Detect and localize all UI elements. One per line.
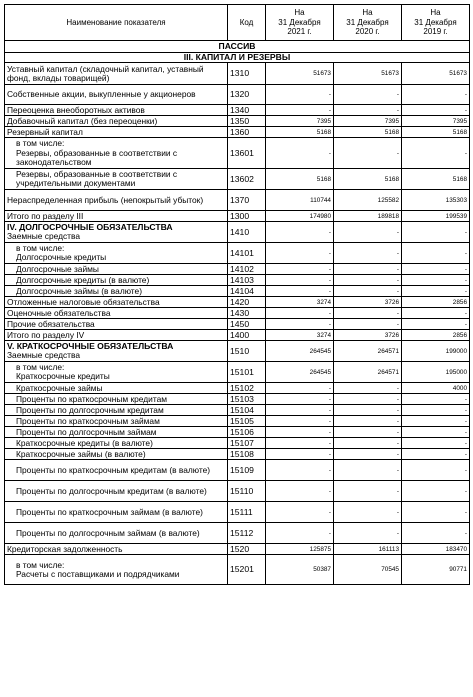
- table-row: [5, 394, 470, 405]
- row-value: -: [266, 319, 334, 330]
- row-name: Проценты по краткосрочным кредитам: [5, 394, 228, 405]
- table-row: [5, 523, 470, 544]
- table-row: [5, 297, 470, 308]
- row-name: Резервы, образованные в соответствии с учредительными документами: [5, 169, 228, 190]
- row-code: 15108: [228, 449, 266, 460]
- table-row: [5, 362, 470, 383]
- row-code: 1370: [228, 190, 266, 211]
- table-row: [5, 427, 470, 438]
- table-row: [5, 264, 470, 275]
- row-code: 14104: [228, 286, 266, 297]
- row-name: Проценты по долгосрочным кредитам: [5, 405, 228, 416]
- row-name: Переоценка внеоборотных активов: [5, 105, 228, 116]
- row-value: -: [266, 264, 334, 275]
- table-row: [5, 286, 470, 297]
- row-code: 1400: [228, 330, 266, 341]
- table-row: [5, 555, 470, 585]
- row-value: -: [266, 460, 334, 481]
- row-value: 2856: [402, 330, 470, 341]
- table-row: [5, 41, 470, 53]
- row-value: -: [334, 222, 402, 243]
- row-code: 1510: [228, 341, 266, 362]
- row-value: -: [266, 523, 334, 544]
- row-value: -: [266, 275, 334, 286]
- row-value: -: [334, 319, 402, 330]
- row-value: -: [266, 243, 334, 264]
- row-name: Долгосрочные займы (в валюте): [5, 286, 228, 297]
- row-code: 1430: [228, 308, 266, 319]
- row-name: Добавочный капитал (без переоценки): [5, 116, 228, 127]
- row-name: Проценты по краткосрочным займам (в валюте): [5, 502, 228, 523]
- header-code: Код: [228, 5, 266, 41]
- row-value: -: [266, 427, 334, 438]
- table-row: [5, 85, 470, 105]
- row-value: -: [402, 319, 470, 330]
- row-value: 51673: [266, 63, 334, 85]
- row-code: 15112: [228, 523, 266, 544]
- table-row: [5, 341, 470, 362]
- table-row: [5, 544, 470, 555]
- table-row: [5, 383, 470, 394]
- row-value: 5168: [266, 169, 334, 190]
- row-code: 15106: [228, 427, 266, 438]
- row-value: -: [266, 286, 334, 297]
- table-row: [5, 222, 470, 243]
- table-row: [5, 138, 470, 169]
- row-name: Резервный капитал: [5, 127, 228, 138]
- row-value: -: [402, 460, 470, 481]
- table-row: [5, 127, 470, 138]
- row-value: -: [334, 105, 402, 116]
- row-value: -: [402, 449, 470, 460]
- section-row-name: IV. ДОЛГОСРОЧНЫЕ ОБЯЗАТЕЛЬСТВА Заемные средства: [5, 222, 228, 243]
- row-value: 51673: [334, 63, 402, 85]
- row-value: -: [266, 222, 334, 243]
- row-value: 4000: [402, 383, 470, 394]
- row-value: -: [402, 264, 470, 275]
- row-value: 2856: [402, 297, 470, 308]
- row-value: -: [402, 427, 470, 438]
- row-value: 110744: [266, 190, 334, 211]
- section-title: ПАССИВ: [5, 41, 470, 53]
- table-row: [5, 63, 470, 85]
- row-value: 135303: [402, 190, 470, 211]
- row-code: 1520: [228, 544, 266, 555]
- header-2019: На 31 Декабря 2019 г.: [402, 5, 470, 41]
- row-value: -: [266, 383, 334, 394]
- row-name: Проценты по краткосрочным кредитам (в валюте): [5, 460, 228, 481]
- row-value: -: [334, 383, 402, 394]
- row-value: -: [266, 105, 334, 116]
- table-row: [5, 308, 470, 319]
- row-value: -: [266, 394, 334, 405]
- row-name: Итого по разделу IV: [5, 330, 228, 341]
- row-code: 13601: [228, 138, 266, 169]
- row-value: -: [402, 222, 470, 243]
- row-value: -: [266, 85, 334, 105]
- row-value: -: [334, 243, 402, 264]
- header-row: [5, 5, 470, 41]
- row-name: Собственные акции, выкупленные у акционеров: [5, 85, 228, 105]
- row-value: 264571: [334, 341, 402, 362]
- table-row: [5, 502, 470, 523]
- row-name: в том числе: Краткосрочные кредиты: [5, 362, 228, 383]
- row-code: 15107: [228, 438, 266, 449]
- row-value: -: [334, 138, 402, 169]
- row-value: 3726: [334, 297, 402, 308]
- row-code: 1300: [228, 211, 266, 222]
- row-value: 7395: [334, 116, 402, 127]
- row-code: 13602: [228, 169, 266, 190]
- row-code: 1450: [228, 319, 266, 330]
- row-name: в том числе: Резервы, образованные в соответствии с законодательством: [5, 138, 228, 169]
- row-value: -: [402, 308, 470, 319]
- row-code: 1350: [228, 116, 266, 127]
- row-value: 5168: [334, 169, 402, 190]
- row-value: -: [334, 460, 402, 481]
- row-value: -: [402, 286, 470, 297]
- row-value: -: [334, 449, 402, 460]
- table-row: [5, 449, 470, 460]
- row-value: -: [334, 502, 402, 523]
- row-value: -: [334, 394, 402, 405]
- row-value: 174980: [266, 211, 334, 222]
- row-name: Долгосрочные кредиты (в валюте): [5, 275, 228, 286]
- balance-table: [4, 4, 470, 585]
- row-value: 161113: [334, 544, 402, 555]
- table-row: [5, 53, 470, 63]
- table-row: [5, 275, 470, 286]
- table-row: [5, 438, 470, 449]
- table-row: [5, 105, 470, 116]
- row-name: в том числе: Долгосрочные кредиты: [5, 243, 228, 264]
- row-value: 199000: [402, 341, 470, 362]
- row-value: 7395: [266, 116, 334, 127]
- row-value: -: [402, 105, 470, 116]
- row-value: 125582: [334, 190, 402, 211]
- row-name: Нераспределенная прибыль (непокрытый убыток): [5, 190, 228, 211]
- row-code: 1410: [228, 222, 266, 243]
- row-value: 3726: [334, 330, 402, 341]
- row-value: 264545: [266, 362, 334, 383]
- row-value: -: [402, 438, 470, 449]
- row-value: 189818: [334, 211, 402, 222]
- row-name: Краткосрочные займы (в валюте): [5, 449, 228, 460]
- table-row: [5, 330, 470, 341]
- row-code: 15110: [228, 481, 266, 502]
- header-name: Наименование показателя: [5, 5, 228, 41]
- row-value: 5168: [334, 127, 402, 138]
- section-row-name: V. КРАТКОСРОЧНЫЕ ОБЯЗАТЕЛЬСТВА Заемные средства: [5, 341, 228, 362]
- row-value: 183470: [402, 544, 470, 555]
- row-value: -: [266, 138, 334, 169]
- row-value: -: [402, 405, 470, 416]
- row-name: Проценты по краткосрочным займам: [5, 416, 228, 427]
- row-value: -: [334, 438, 402, 449]
- row-value: -: [334, 308, 402, 319]
- row-value: -: [402, 138, 470, 169]
- row-code: 15111: [228, 502, 266, 523]
- row-code: 15103: [228, 394, 266, 405]
- row-value: 5168: [266, 127, 334, 138]
- row-code: 15104: [228, 405, 266, 416]
- row-name: Прочие обязательства: [5, 319, 228, 330]
- row-value: -: [334, 275, 402, 286]
- row-value: -: [402, 481, 470, 502]
- row-name: Краткосрочные кредиты (в валюте): [5, 438, 228, 449]
- row-value: -: [266, 416, 334, 427]
- table-row: [5, 169, 470, 190]
- row-code: 15201: [228, 555, 266, 585]
- row-code: 1360: [228, 127, 266, 138]
- section-title: III. КАПИТАЛ И РЕЗЕРВЫ: [5, 53, 470, 63]
- row-value: 264545: [266, 341, 334, 362]
- row-name: Итого по разделу III: [5, 211, 228, 222]
- table-row: [5, 190, 470, 211]
- row-value: -: [266, 308, 334, 319]
- row-code: 15102: [228, 383, 266, 394]
- table-row: [5, 481, 470, 502]
- row-value: -: [266, 502, 334, 523]
- row-name: в том числе: Расчеты с поставщиками и подрядчиками: [5, 555, 228, 585]
- row-name: Оценочные обязательства: [5, 308, 228, 319]
- table-row: [5, 243, 470, 264]
- table-row: [5, 416, 470, 427]
- header-2021: На 31 Декабря 2021 г.: [266, 5, 334, 41]
- row-value: -: [402, 394, 470, 405]
- row-name: Отложенные налоговые обязательства: [5, 297, 228, 308]
- row-value: -: [334, 85, 402, 105]
- row-value: -: [334, 405, 402, 416]
- row-value: -: [402, 85, 470, 105]
- row-value: 51673: [402, 63, 470, 85]
- row-code: 1320: [228, 85, 266, 105]
- row-value: 125875: [266, 544, 334, 555]
- row-value: -: [402, 523, 470, 544]
- row-name: Уставный капитал (складочный капитал, уставный фонд, вклады товарищей): [5, 63, 228, 85]
- row-value: 264571: [334, 362, 402, 383]
- row-code: 1310: [228, 63, 266, 85]
- table-row: [5, 116, 470, 127]
- row-value: -: [334, 427, 402, 438]
- row-value: -: [334, 416, 402, 427]
- row-value: -: [402, 416, 470, 427]
- row-value: 7395: [402, 116, 470, 127]
- row-name: Краткосрочные займы: [5, 383, 228, 394]
- table-row: [5, 460, 470, 481]
- row-value: -: [402, 275, 470, 286]
- row-value: 3274: [266, 330, 334, 341]
- row-value: -: [266, 449, 334, 460]
- row-name: Долгосрочные займы: [5, 264, 228, 275]
- row-value: 5168: [402, 169, 470, 190]
- table-row: [5, 211, 470, 222]
- row-name: Проценты по долгосрочным займам: [5, 427, 228, 438]
- table-row: [5, 405, 470, 416]
- row-value: 50387: [266, 555, 334, 585]
- row-value: 3274: [266, 297, 334, 308]
- row-value: -: [266, 405, 334, 416]
- row-name: Кредиторская задолженность: [5, 544, 228, 555]
- row-code: 14102: [228, 264, 266, 275]
- row-code: 15105: [228, 416, 266, 427]
- row-value: -: [266, 438, 334, 449]
- row-value: 90771: [402, 555, 470, 585]
- row-code: 15101: [228, 362, 266, 383]
- row-code: 1420: [228, 297, 266, 308]
- row-value: -: [334, 286, 402, 297]
- row-value: -: [334, 481, 402, 502]
- row-value: -: [266, 481, 334, 502]
- table-row: [5, 319, 470, 330]
- row-value: -: [402, 243, 470, 264]
- row-name: Проценты по долгосрочным займам (в валюте): [5, 523, 228, 544]
- row-value: 195000: [402, 362, 470, 383]
- row-code: 15109: [228, 460, 266, 481]
- row-code: 14103: [228, 275, 266, 286]
- row-value: -: [334, 264, 402, 275]
- row-code: 14101: [228, 243, 266, 264]
- header-2020: На 31 Декабря 2020 г.: [334, 5, 402, 41]
- row-value: 5168: [402, 127, 470, 138]
- row-value: -: [334, 523, 402, 544]
- row-value: -: [402, 502, 470, 523]
- row-value: 70545: [334, 555, 402, 585]
- row-name: Проценты по долгосрочным кредитам (в валюте): [5, 481, 228, 502]
- row-code: 1340: [228, 105, 266, 116]
- row-value: 199539: [402, 211, 470, 222]
